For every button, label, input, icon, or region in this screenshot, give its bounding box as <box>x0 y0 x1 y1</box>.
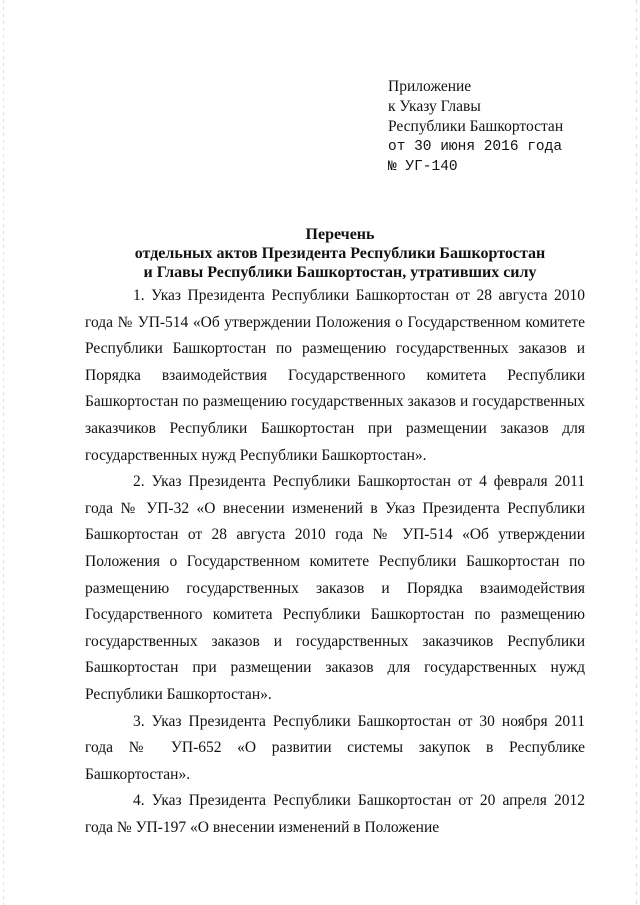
list-item-1: 1. Указ Президента Республики Башкортостан от 28 августа 2010 года № УП-514 «Об утверждении Положения о Государственном комитете Республики Башкортостан по размещению государственных заказов и Порядка взаимодействия Государственного комитета Республики Башкортостан по размещению государственных заказов и государственных заказчиков Республики Башкортостан при размещении заказов для государственных нужд Республики Башкортостан». <box>85 287 585 464</box>
document-title <box>80 225 600 282</box>
appendix-block <box>388 77 628 177</box>
appendix-line-2: к Указу Главы <box>388 98 481 115</box>
appendix-line-3: Республики Башкортостан <box>388 118 564 135</box>
appendix-line-1: Приложение <box>388 78 472 95</box>
list-item-2: 2. Указ Президента Республики Башкортостан от 4 февраля 2011 года № УП-32 «О внесении изменений в Указ Президента Республики Башкортостан от 28 августа 2010 года № УП-514 «Об утверждении Положения о Государственном комитете Республики Башкортостан по размещению государственных заказов и Порядка взаимодействия Государственного комитета Республики Башкортостан по размещению государственных заказов и государственных заказчиков Республики Башкортостан при размещении заказов для государственных нужд Республики Башкортостан». <box>85 473 585 703</box>
list-item-3: 3. Указ Президента Республики Башкортостан от 30 ноября 2011 года № УП-652 «О развитии системы закупок в Республике Башкортостан». <box>85 712 585 783</box>
title-line-2: отдельных актов Президента Республики Башкортостан <box>134 245 546 262</box>
scan-edge-left <box>3 0 4 905</box>
appendix-decree-number: № УГ-140 <box>388 159 458 175</box>
title-line-1: Перечень <box>305 226 375 243</box>
list-item-4: 4. Указ Президента Республики Башкортостан от 20 апреля 2012 года № УП-197 «О внесении изменений в Положение <box>85 792 585 836</box>
title-line-3: и Главы Республики Башкортостан, утративших силу <box>143 264 537 281</box>
document-body <box>85 283 585 841</box>
scan-edge-right <box>636 0 637 905</box>
appendix-date: от 30 июня 2016 года <box>388 139 563 155</box>
